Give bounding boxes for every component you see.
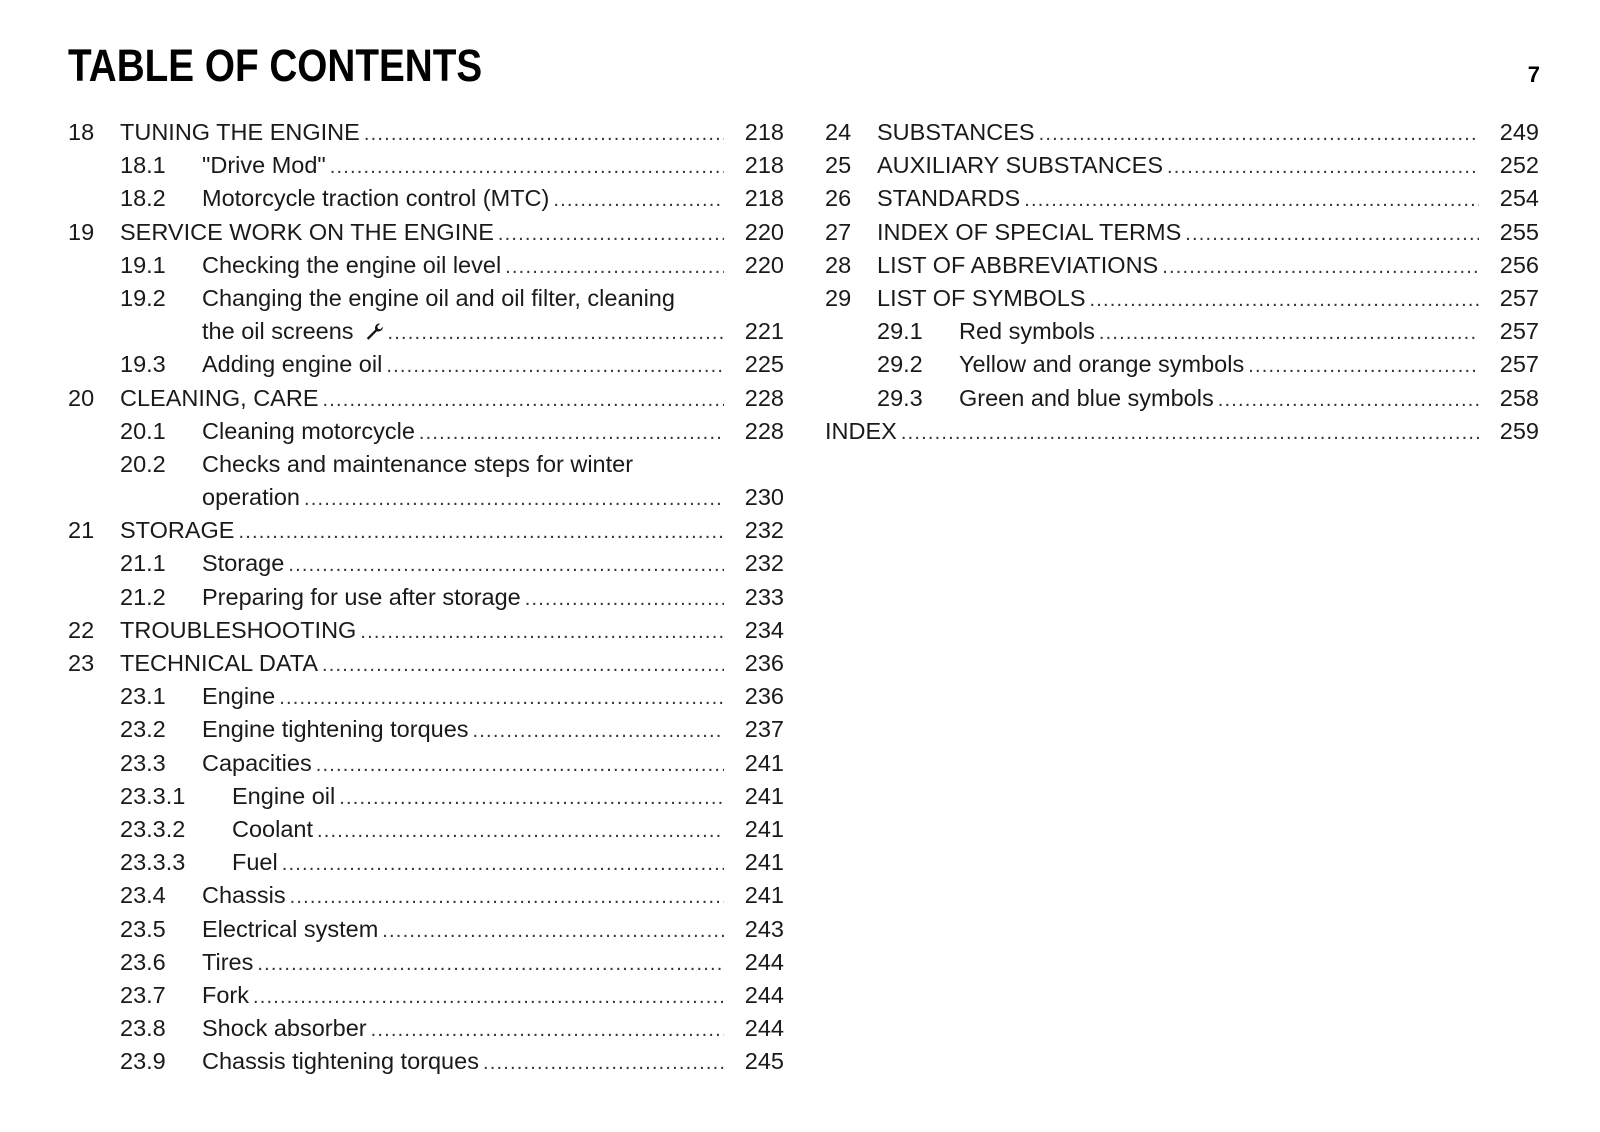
toc-entry-page: 243 (744, 915, 784, 942)
toc-leader-dots (1248, 350, 1479, 383)
toc-entry-body (232, 813, 784, 846)
toc-entry-body (959, 315, 1539, 348)
toc-entry-page: 249 (1499, 119, 1539, 145)
toc-entry-body (120, 116, 784, 149)
toc-leader-dots (901, 417, 1479, 450)
toc-leader-dots (388, 317, 724, 350)
toc-entry-body (877, 149, 1539, 182)
toc-entry-body (202, 713, 784, 746)
toc-entry[interactable] (825, 348, 1539, 381)
toc-entry-body (825, 415, 1539, 448)
toc-entry-body (232, 846, 784, 879)
toc-leader-dots (1090, 284, 1479, 317)
toc-entry-page: 234 (744, 616, 784, 643)
toc-entry-page: 220 (744, 218, 784, 245)
toc-entry[interactable] (68, 216, 784, 249)
toc-entry[interactable] (825, 282, 1539, 315)
toc-entry-page: 221 (744, 318, 784, 345)
toc-entry-label-cont: the oil screens (202, 315, 358, 348)
toc-entry-number: 20.1 (120, 417, 166, 444)
toc-entry[interactable] (68, 979, 784, 1012)
toc-leader-dots (323, 384, 725, 417)
toc-entry-number: 25 (825, 152, 852, 179)
toc-leader-dots (525, 583, 724, 616)
toc-leader-dots (1167, 151, 1479, 184)
toc-entry[interactable] (825, 382, 1539, 415)
toc-entry-label: TECHNICAL DATA (120, 647, 322, 680)
toc-entry-page: 241 (744, 782, 784, 809)
toc-leader-dots (1185, 218, 1479, 251)
toc-entry[interactable] (68, 1012, 784, 1045)
toc-entry-label: LIST OF SYMBOLS (877, 282, 1090, 315)
toc-entry-label: Checks and maintenance steps for winter (202, 448, 637, 481)
toc-entry-body (202, 1045, 784, 1078)
toc-entry-number: 22 (68, 616, 95, 643)
toc-entry-page: 241 (744, 882, 784, 909)
toc-entry-body (202, 680, 784, 713)
toc-entry-page: 257 (1499, 284, 1539, 311)
toc-entry-label: LIST OF ABBREVIATIONS (877, 249, 1162, 282)
toc-entry[interactable] (825, 216, 1539, 249)
toc-entry-page: 252 (1499, 152, 1539, 179)
toc-entry-page: 241 (744, 815, 784, 842)
toc-entry-label: Tires (202, 946, 257, 979)
toc-entry-page: 230 (744, 484, 784, 511)
toc-entry-body (202, 1012, 784, 1045)
toc-entry-label: Motorcycle traction control (MTC) (202, 182, 553, 215)
toc-entry-body (202, 348, 784, 381)
toc-entry[interactable] (68, 249, 784, 282)
toc-entry-page: 244 (744, 948, 784, 975)
toc-leader-dots (382, 915, 724, 948)
toc-leader-dots (553, 184, 724, 217)
toc-entry-page: 232 (744, 550, 784, 577)
toc-entry-page: 236 (744, 683, 784, 710)
toc-entry-body (202, 581, 784, 614)
toc-right-column (825, 116, 1539, 448)
toc-entry-body (202, 149, 784, 182)
toc-entry[interactable] (68, 680, 784, 713)
toc-entry-label: Red symbols (959, 315, 1099, 348)
toc-leader-dots (419, 417, 724, 450)
toc-entry-body (202, 415, 784, 448)
toc-entry-body (202, 747, 784, 780)
toc-entry-label: Engine (202, 680, 279, 713)
toc-entry-page: 255 (1499, 218, 1539, 245)
toc-entry[interactable] (68, 813, 784, 846)
toc-entry-body (120, 647, 784, 680)
toc-entry-page: 245 (744, 1048, 784, 1075)
toc-leader-dots (1162, 251, 1479, 284)
toc-entry-body (202, 879, 784, 912)
toc-leader-dots (279, 682, 724, 715)
toc-entry[interactable] (825, 116, 1539, 149)
toc-entry[interactable] (68, 547, 784, 580)
toc-entry-label: AUXILIARY SUBSTANCES (877, 149, 1167, 182)
toc-entry-body (877, 249, 1539, 282)
toc-leader-dots (483, 1047, 724, 1080)
toc-entry-label: INDEX (825, 415, 901, 448)
toc-entry-label: Chassis tightening torques (202, 1045, 483, 1078)
toc-entry-number: 23.6 (120, 948, 166, 975)
toc-entry-page: 254 (1499, 185, 1539, 212)
toc-leader-dots (316, 749, 724, 782)
toc-entry-page: 236 (744, 650, 784, 677)
toc-entry-page: 218 (744, 152, 784, 179)
toc-leader-dots (339, 782, 724, 815)
toc-entry-number: 21 (68, 517, 95, 544)
toc-entry-label: SERVICE WORK ON THE ENGINE (120, 216, 498, 249)
toc-entry-number: 19.3 (120, 351, 166, 378)
toc-entry[interactable] (68, 747, 784, 780)
toc-entry-number: 23.3.3 (120, 849, 186, 876)
toc-entry-page: 241 (744, 849, 784, 876)
toc-entry-page: 228 (744, 384, 784, 411)
toc-entry-label: Changing the engine oil and oil filter, cleaning (202, 282, 679, 315)
toc-entry-number: 29.3 (877, 384, 923, 411)
toc-entry-page: 258 (1499, 384, 1539, 411)
toc-entry[interactable] (68, 382, 784, 415)
toc-entry-body (877, 216, 1539, 249)
toc-entry[interactable] (68, 149, 784, 182)
toc-entry-label: Engine oil (232, 780, 339, 813)
toc-entry-body (202, 547, 784, 580)
toc-leader-dots (317, 815, 724, 848)
toc-entry-body (877, 116, 1539, 149)
toc-entry-number: 23.3.1 (120, 782, 186, 809)
toc-entry-page: 218 (744, 185, 784, 212)
toc-entry-label: TUNING THE ENGINE (120, 116, 364, 149)
toc-entry-number: 23 (68, 650, 95, 677)
toc-entry-page: 257 (1499, 318, 1539, 345)
toc-entry-number: 29.1 (877, 318, 923, 345)
toc-leader-dots (304, 483, 724, 516)
toc-entry-label: INDEX OF SPECIAL TERMS (877, 216, 1185, 249)
toc-entry-number: 18.2 (120, 185, 166, 212)
toc-entry-page: 218 (744, 119, 784, 145)
toc-entry-label: STORAGE (120, 514, 238, 547)
toc-entry-label: Shock absorber (202, 1012, 371, 1045)
toc-leader-dots (1099, 317, 1479, 350)
toc-entry-label: Electrical system (202, 913, 382, 946)
toc-entry-page: 220 (744, 251, 784, 278)
toc-leader-dots (1039, 118, 1479, 151)
toc-entry[interactable] (68, 348, 784, 381)
toc-entry-page: 225 (744, 351, 784, 378)
toc-leader-dots (330, 151, 724, 184)
toc-entry-label: Storage (202, 547, 288, 580)
toc-entry-body (120, 216, 784, 249)
toc-entry-body (877, 182, 1539, 215)
toc-entry[interactable] (68, 946, 784, 979)
toc-entry[interactable] (68, 182, 784, 215)
toc-entry-body (202, 946, 784, 979)
toc-entry-number: 20 (68, 384, 95, 411)
toc-entry-label: TROUBLESHOOTING (120, 614, 360, 647)
toc-entry[interactable] (68, 415, 784, 448)
toc-entry-number: 18 (68, 119, 95, 145)
toc-leader-dots (288, 549, 724, 582)
toc-leader-dots (257, 948, 724, 981)
toc-entry[interactable] (68, 282, 784, 348)
toc-entry-number: 23.5 (120, 915, 166, 942)
toc-leader-dots (386, 350, 724, 383)
toc-entry-number: 23.8 (120, 1015, 166, 1042)
toc-entry-label: "Drive Mod" (202, 149, 330, 182)
toc-entry[interactable] (68, 116, 784, 149)
toc-entry-body (202, 182, 784, 215)
toc-entry-number: 21.2 (120, 583, 166, 610)
toc-entry[interactable] (68, 879, 784, 912)
toc-entry-body (232, 780, 784, 813)
toc-entry-label-cont: operation (202, 481, 304, 514)
toc-entry[interactable] (68, 581, 784, 614)
toc-entry-body (202, 913, 784, 946)
toc-entry-label: Coolant (232, 813, 317, 846)
toc-entry-number: 23.4 (120, 882, 166, 909)
toc-entry[interactable] (68, 780, 784, 813)
toc-entry-body (120, 614, 784, 647)
toc-entry-page: 256 (1499, 251, 1539, 278)
toc-entry-number: 27 (825, 218, 852, 245)
toc-left-column (68, 116, 784, 1078)
page-number: 7 (1527, 62, 1540, 87)
toc-entry[interactable] (825, 149, 1539, 182)
toc-entry-page: 257 (1499, 351, 1539, 378)
toc-entry-body (202, 282, 784, 348)
toc-entry-number: 29 (825, 284, 852, 311)
toc-entry-label: Green and blue symbols (959, 382, 1218, 415)
toc-entry-body (959, 348, 1539, 381)
toc-entry-page: 259 (1499, 417, 1539, 444)
toc-leader-dots (473, 715, 724, 748)
toc-entry-number: 23.1 (120, 683, 166, 710)
toc-entry-number: 23.2 (120, 716, 166, 743)
toc-entry-label: Capacities (202, 747, 316, 780)
toc-entry-body (877, 282, 1539, 315)
toc-entry-body (120, 382, 784, 415)
wrench-icon (364, 321, 384, 341)
toc-entry[interactable] (825, 249, 1539, 282)
toc-entry-number: 23.3.2 (120, 815, 186, 842)
toc-entry-number: 28 (825, 251, 852, 278)
toc-entry[interactable] (68, 514, 784, 547)
toc-entry[interactable] (68, 846, 784, 879)
toc-leader-dots (1024, 184, 1479, 217)
toc-entry-body (202, 448, 784, 514)
toc-entry[interactable] (825, 415, 1539, 448)
toc-entry-number: 23.3 (120, 749, 166, 776)
toc-entry-label: Chassis (202, 879, 290, 912)
toc-entry-body (120, 514, 784, 547)
toc-leader-dots (290, 881, 724, 914)
toc-entry[interactable] (68, 647, 784, 680)
toc-entry-number: 23.7 (120, 981, 166, 1008)
toc-leader-dots (371, 1014, 724, 1047)
toc-entry-page: 241 (744, 749, 784, 776)
toc-entry[interactable] (825, 315, 1539, 348)
toc-entry-label: Preparing for use after storage (202, 581, 525, 614)
toc-entry-label: Checking the engine oil level (202, 249, 505, 282)
toc-entry-page: 244 (744, 981, 784, 1008)
toc-entry-body (202, 979, 784, 1012)
toc-entry-body (202, 249, 784, 282)
toc-entry-number: 23.9 (120, 1048, 166, 1075)
toc-entry-number: 19 (68, 218, 95, 245)
toc-leader-dots (238, 516, 724, 549)
toc-leader-dots (1218, 384, 1479, 417)
toc-entry-label: STANDARDS (877, 182, 1024, 215)
toc-leader-dots (505, 251, 724, 284)
toc-entry-label: Fork (202, 979, 253, 1012)
toc-entry-number: 18.1 (120, 152, 166, 179)
toc-entry-number: 19.2 (120, 284, 166, 311)
toc-entry[interactable] (68, 614, 784, 647)
toc-entry-number: 20.2 (120, 450, 166, 477)
toc-entry-label: Yellow and orange symbols (959, 348, 1248, 381)
toc-entry-number: 21.1 (120, 550, 166, 577)
toc-entry[interactable] (68, 913, 784, 946)
toc-entry[interactable] (68, 713, 784, 746)
page-title: TABLE OF CONTENTS (68, 40, 483, 91)
toc-entry[interactable] (68, 1045, 784, 1078)
toc-entry-number: 19.1 (120, 251, 166, 278)
toc-entry-number: 29.2 (877, 351, 923, 378)
toc-entry-page: 244 (744, 1015, 784, 1042)
toc-entry-number: 24 (825, 119, 852, 145)
toc-entry-page: 233 (744, 583, 784, 610)
toc-leader-dots (282, 848, 724, 881)
toc-entry-page: 232 (744, 517, 784, 544)
toc-entry-page: 228 (744, 417, 784, 444)
toc-leader-dots (364, 118, 724, 151)
toc-leader-dots (253, 981, 724, 1014)
toc-entry-label: Cleaning motorcycle (202, 415, 419, 448)
toc-entry-label: SUBSTANCES (877, 116, 1039, 149)
toc-leader-dots (360, 616, 724, 649)
toc-entry-label: CLEANING, CARE (120, 382, 323, 415)
toc-entry-label: Engine tightening torques (202, 713, 473, 746)
toc-entry[interactable] (825, 182, 1539, 215)
toc-entry-number: 26 (825, 185, 852, 212)
toc-entry[interactable] (68, 448, 784, 514)
toc-entry-label: Fuel (232, 846, 282, 879)
toc-entry-body (959, 382, 1539, 415)
toc-entry-label: Adding engine oil (202, 348, 386, 381)
toc-leader-dots (322, 649, 724, 682)
toc-leader-dots (498, 218, 724, 251)
toc-entry-page: 237 (744, 716, 784, 743)
